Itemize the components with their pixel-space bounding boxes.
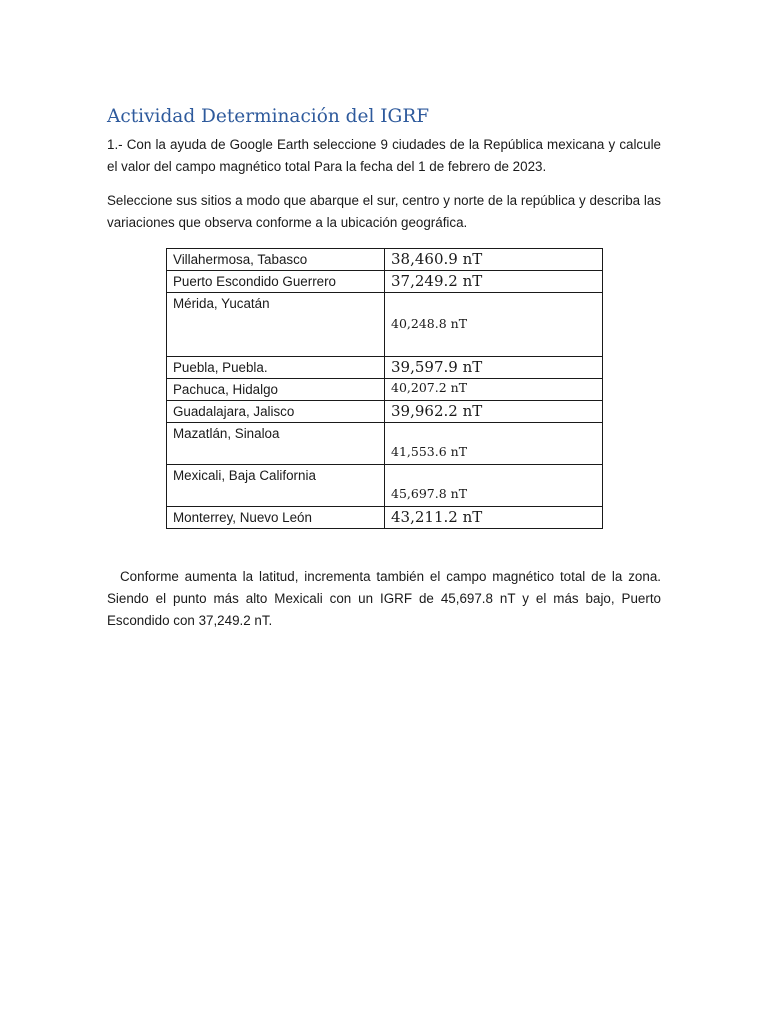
city-cell: Puerto Escondido Guerrero [167, 271, 385, 293]
city-cell: Mérida, Yucatán [167, 293, 385, 357]
igrf-value-cell: 39,962.2 nT [385, 401, 603, 423]
igrf-value-cell: 40,248.8 nT [385, 293, 603, 357]
table-row [167, 357, 603, 379]
table-row [167, 293, 603, 357]
table-row [167, 465, 603, 507]
igrf-value-cell: 43,211.2 nT [385, 507, 603, 529]
city-cell: Monterrey, Nuevo León [167, 507, 385, 529]
table-row [167, 507, 603, 529]
igrf-value-cell: 40,207.2 nT [385, 379, 603, 401]
table-row [167, 271, 603, 293]
igrf-value-cell: 45,697.8 nT [385, 465, 603, 507]
igrf-value-cell: 39,597.9 nT [385, 357, 603, 379]
igrf-value-cell: 37,249.2 nT [385, 271, 603, 293]
conclusion-paragraph: Conforme aumenta la latitud, incrementa también el campo magnético total de la zona. Siendo el punto más alto Mexicali con un IGRF de 45,697.8 nT y el más bajo, Puerto Escondido con 37,249.2 nT. [107, 569, 661, 628]
table-row [167, 249, 603, 271]
table-row [167, 401, 603, 423]
city-cell: Mazatlán, Sinaloa [167, 423, 385, 465]
city-cell: Guadalajara, Jalisco [167, 401, 385, 423]
city-cell: Puebla, Puebla. [167, 357, 385, 379]
igrf-results-table [166, 248, 603, 529]
instruction-paragraph-1: 1.- Con la ayuda de Google Earth seleccione 9 ciudades de la República mexicana y calcule el valor del campo magnético total Para la fecha del 1 de febrero de 2023. [107, 137, 661, 174]
table-row [167, 379, 603, 401]
city-cell: Villahermosa, Tabasco [167, 249, 385, 271]
table-row [167, 423, 603, 465]
igrf-value-cell: 38,460.9 nT [385, 249, 603, 271]
igrf-value-cell: 41,553.6 nT [385, 423, 603, 465]
instruction-paragraph-2: Seleccione sus sitios a modo que abarque el sur, centro y norte de la república y describa las variaciones que observa conforme a la ubicación geográfica. [107, 193, 661, 230]
city-cell: Pachuca, Hidalgo [167, 379, 385, 401]
document-title: Actividad Determinación del IGRF [107, 106, 430, 127]
city-cell: Mexicali, Baja California [167, 465, 385, 507]
